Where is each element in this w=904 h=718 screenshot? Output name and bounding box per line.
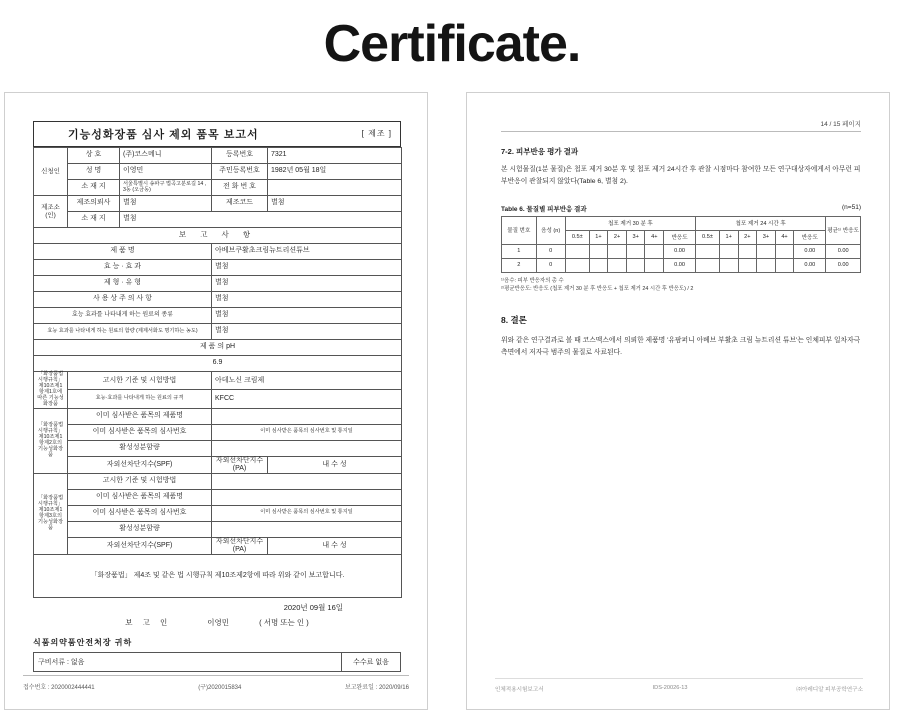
tel-label: 전 화 번 호 (212, 180, 268, 196)
subhead: 2+ (608, 230, 627, 244)
footer-doc-id: IDS-20026-13 (652, 685, 688, 691)
already2-value (212, 489, 402, 505)
cell: 0.00 (664, 244, 696, 258)
documents-box (33, 652, 401, 672)
col-material-no: 물질 번호 (502, 216, 537, 244)
table-row (34, 308, 402, 324)
tel-value (268, 180, 402, 196)
ssn-value: 1982년 05월 18일 (268, 164, 402, 180)
table-row (34, 505, 402, 521)
report-completed-date: 보고완료일 : 2020/09/16 (344, 685, 409, 691)
mfr-code-label: 제조코드 (212, 196, 268, 212)
pa-label: 자외선차단지수(PA) (212, 456, 268, 473)
footer-mid: (구)2020015834 (198, 685, 242, 691)
table-row (34, 372, 402, 390)
sign-name: 이영민 (207, 618, 230, 627)
cell-avg: 0.00 (826, 244, 861, 258)
already-value (212, 408, 402, 424)
table-row (34, 440, 402, 456)
cell (565, 244, 589, 258)
type-label: 제 형 · 유 형 (34, 276, 212, 292)
cell (645, 244, 664, 258)
manufacturer-label: 제조소(인) (34, 196, 68, 228)
table-row (502, 258, 861, 272)
reg-label: 등록번호 (212, 148, 268, 164)
group-header-24h: 첩포 제거 24 시간 후 (696, 216, 826, 230)
cell-avg: 0.00 (826, 258, 861, 272)
section-body: 본 시험물질(1분 물질)은 첩포 제거 30분 후 및 첩포 제거 24시간 후 관찰 시점마다 참여한 모든 연구대상자에게서 아무런 피부반응이 관찰되지 않았다(Table 6, 별첨 2). (501, 166, 861, 185)
cell (719, 258, 738, 272)
section-title: 7-2. 피부반응 평가 결과 (501, 147, 579, 156)
table-row (34, 292, 402, 308)
spf-label: 자외선차단지수(SPF) (68, 456, 212, 473)
subhead: 2+ (738, 230, 757, 244)
cell (565, 258, 589, 272)
std2-row-label: 고시한 기준 및 시험방법 (68, 473, 212, 489)
active2-label: 활성성분함량 (68, 521, 212, 537)
report-content (501, 119, 861, 375)
std-row1-label: 고시한 기준 및 시험방법 (68, 372, 212, 390)
cell: 0.00 (794, 244, 826, 258)
active-value (212, 440, 402, 456)
table-row (34, 164, 402, 180)
cell (645, 258, 664, 272)
cell (696, 244, 720, 258)
sign-note: ( 서명 또는 인 ) (259, 618, 309, 627)
subhead: 3+ (757, 230, 776, 244)
already2-report-label: 이미 심사받은 품목의 심사번호 (68, 505, 212, 521)
subhead: 4+ (775, 230, 794, 244)
cell (626, 258, 645, 272)
table-caption (501, 204, 861, 213)
fee-label: 수수료 없음 (341, 653, 400, 671)
cell (757, 258, 776, 272)
form-title-text: 기능성화장품 심사 제외 품목 보고서 (68, 129, 259, 141)
document-page-right (466, 92, 890, 710)
content-value: 별첨 (212, 324, 402, 340)
form-table (33, 147, 402, 598)
documents-label: 구비서류 : 없음 (38, 659, 85, 666)
ssn-label: 주민등록번호 (212, 164, 268, 180)
spf2-label: 자외선차단지수(SPF) (68, 537, 212, 554)
already2-label: 이미 심사받은 품목의 제품명 (68, 489, 212, 505)
col-negative: 음성 (n) (536, 216, 565, 244)
std-row2-value: KFCC (212, 390, 402, 408)
cell-neg: 0 (536, 244, 565, 258)
table-sample-size: (n=51) (842, 203, 861, 211)
table-notes (501, 277, 861, 294)
cell-no: 1 (502, 244, 537, 258)
name-label: 상 호 (68, 148, 120, 164)
table-row (34, 324, 402, 340)
table-row (34, 521, 402, 537)
cell: 0.00 (794, 258, 826, 272)
cell (719, 244, 738, 258)
subhead: 1+ (719, 230, 738, 244)
footer-lab-name: ㈜아레디알 피부공학연구소 (796, 687, 863, 693)
table-row (34, 489, 402, 505)
document-page-left (4, 92, 428, 710)
section3-label: 「화장품법 시행규칙」 제10조제1항제3호의기능성화장품 (34, 473, 68, 554)
std-row2-label: 효능·효과를 나타내게 하는 원료의 규격 (68, 390, 212, 408)
ph-value: 6.9 (34, 356, 402, 372)
usage-label: 사 용 상 주 의 사 항 (34, 292, 212, 308)
table-head-row (502, 216, 861, 230)
mfr-company-value: 별첨 (120, 196, 212, 212)
table-row (34, 212, 402, 228)
page-number: 14 / 15 페이지 (501, 119, 861, 132)
page-title: Certificate. (323, 15, 581, 73)
subhead: 3+ (626, 230, 645, 244)
product-label: 제 품 명 (34, 244, 212, 260)
cell (608, 258, 627, 272)
pa2-label: 자외선차단지수(PA) (212, 537, 268, 554)
table-row (34, 196, 402, 212)
function-value: 별첨 (212, 260, 402, 276)
function-label: 효 능 · 효 과 (34, 260, 212, 276)
report-band: 보 고 사 항 (34, 228, 402, 244)
cell (738, 258, 757, 272)
ceo-value: 이영민 (120, 164, 212, 180)
mfr-addr-value: 별첨 (120, 212, 402, 228)
right-page-footer (495, 678, 863, 693)
table-note: ²⁾평균반응도: 반응도 (첩포 제거 30 분 후 반응도 + 첩포 제거 24 시간 후 반응도) / 2 (501, 286, 694, 293)
subhead: 0.5± (565, 230, 589, 244)
cell (775, 244, 794, 258)
cell (608, 244, 627, 258)
subhead: 반응도 (664, 230, 696, 244)
water-label: 내 수 성 (268, 456, 402, 473)
table-row (34, 276, 402, 292)
addr-label: 소 재 지 (68, 180, 120, 196)
footer-left-text: 인체적용시험보고서 (495, 687, 544, 693)
table-row (34, 537, 402, 554)
applicant-label: 신청인 (34, 148, 68, 196)
left-page-footer (23, 675, 409, 691)
form-title (33, 121, 401, 147)
ingredient-value: 별첨 (212, 308, 402, 324)
table-row (34, 356, 402, 372)
cell (626, 244, 645, 258)
ph-row: 제 품 의 pH (34, 340, 402, 356)
sign-label: 보 고 인 (125, 618, 172, 627)
table-row (34, 180, 402, 196)
already-report-label: 이미 심사받은 품목의 심사번호 (68, 424, 212, 440)
table-row (34, 148, 402, 164)
addr-value: 서울특별시 송파구 법곡고분로길 14 , 3동 (오금동) (120, 180, 212, 196)
subhead: 1+ (589, 230, 608, 244)
cell (738, 244, 757, 258)
table-row (34, 473, 402, 489)
table-row (34, 408, 402, 424)
water2-label: 내 수 성 (268, 537, 402, 554)
mfr-addr-label: 소 재 지 (68, 212, 120, 228)
std-row1-value: 아데노신 크림제 (212, 372, 402, 390)
already2-report-sub: 이미 심사받은 품목의 심사번호 및 통지일 (212, 505, 402, 521)
subhead: 0.5± (696, 230, 720, 244)
already-label: 이미 심사받은 품목의 제품명 (68, 408, 212, 424)
type-value: 별첨 (212, 276, 402, 292)
cell (589, 244, 608, 258)
table-caption-text: Table 6. 물질별 피부반응 결과 (501, 205, 587, 213)
report-date: 2020년 09월 16일 (283, 603, 343, 612)
cell-neg: 0 (536, 258, 565, 272)
already-report-sub: 이미 심사받은 품목의 심사번호 및 통지일 (212, 424, 402, 440)
std2-row-value (212, 473, 402, 489)
conclusion-body: 위와 같은 연구결과로 볼 때 코스맥스에서 의뢰한 제품명 '유팜퍼니 아베브 부활초 크림 뉴트리션 튜브'는 인체피부 일차자극 측면에서 저자극 범주의 물질로 사료된다. (501, 337, 861, 356)
active2-value (212, 521, 402, 537)
table-row (502, 244, 861, 258)
conclusion-title: 8. 결론 (501, 315, 527, 326)
table-note: ¹⁾음수: 피부 반응자의 총 수 (501, 277, 564, 284)
cell (589, 258, 608, 272)
results-table (501, 216, 861, 273)
product-value: 아베브쿠활초크림뉴트리션튜브 (212, 244, 402, 260)
receipt-number: 접수번호 : 2020002444441 (23, 685, 95, 691)
table-row (34, 555, 402, 598)
mfr-company-label: 제조의뢰사 (68, 196, 120, 212)
usage-value: 별첨 (212, 292, 402, 308)
authority-line: 식품의약품안전처장 귀하 (33, 638, 133, 647)
content-label: 효능 효과를 나타내게 하는 원료의 함량 (제제서화도 명기하는 농도) (34, 324, 212, 340)
section2-label: 「화장품법 시행규칙」 제10조제1항제2호의기능성화장품 (34, 408, 68, 473)
ingredient-label: 효능 효과를 나타내게 하는 원료의 종류 (34, 308, 212, 324)
mfr-code-value: 별첨 (268, 196, 402, 212)
statement-text: 「화장품법」 제4조 및 같은 법 시행규칙 제10조제2항에 따라 위와 같이 보고합니다. (34, 555, 402, 598)
table-row (34, 260, 402, 276)
ceo-label: 성 명 (68, 164, 120, 180)
name-value: (주)코스메니 (120, 148, 212, 164)
table-row (34, 340, 402, 356)
reg-value: 7321 (268, 148, 402, 164)
cell-no: 2 (502, 258, 537, 272)
table-row (34, 456, 402, 473)
signature-line (33, 617, 401, 628)
table-row (34, 244, 402, 260)
subhead: 4+ (645, 230, 664, 244)
table-row (34, 390, 402, 408)
section1-label: 「화장품법 시행규칙」 제10조제1항제1호에 따른 기능성화장품 (34, 372, 68, 409)
cell (775, 258, 794, 272)
table-row (34, 424, 402, 440)
cell (757, 244, 776, 258)
subhead: 반응도 (794, 230, 826, 244)
group-header-30min: 첩포 제거 30 분 후 (565, 216, 695, 230)
col-avg-response: 평균¹⁾ 반응도 (826, 216, 861, 244)
cell: 0.00 (664, 258, 696, 272)
table-row (34, 228, 402, 244)
cell (696, 258, 720, 272)
report-form (33, 121, 401, 672)
active-label: 활성성분함량 (68, 440, 212, 456)
form-title-bracket: [ 제조 ] (361, 129, 392, 138)
